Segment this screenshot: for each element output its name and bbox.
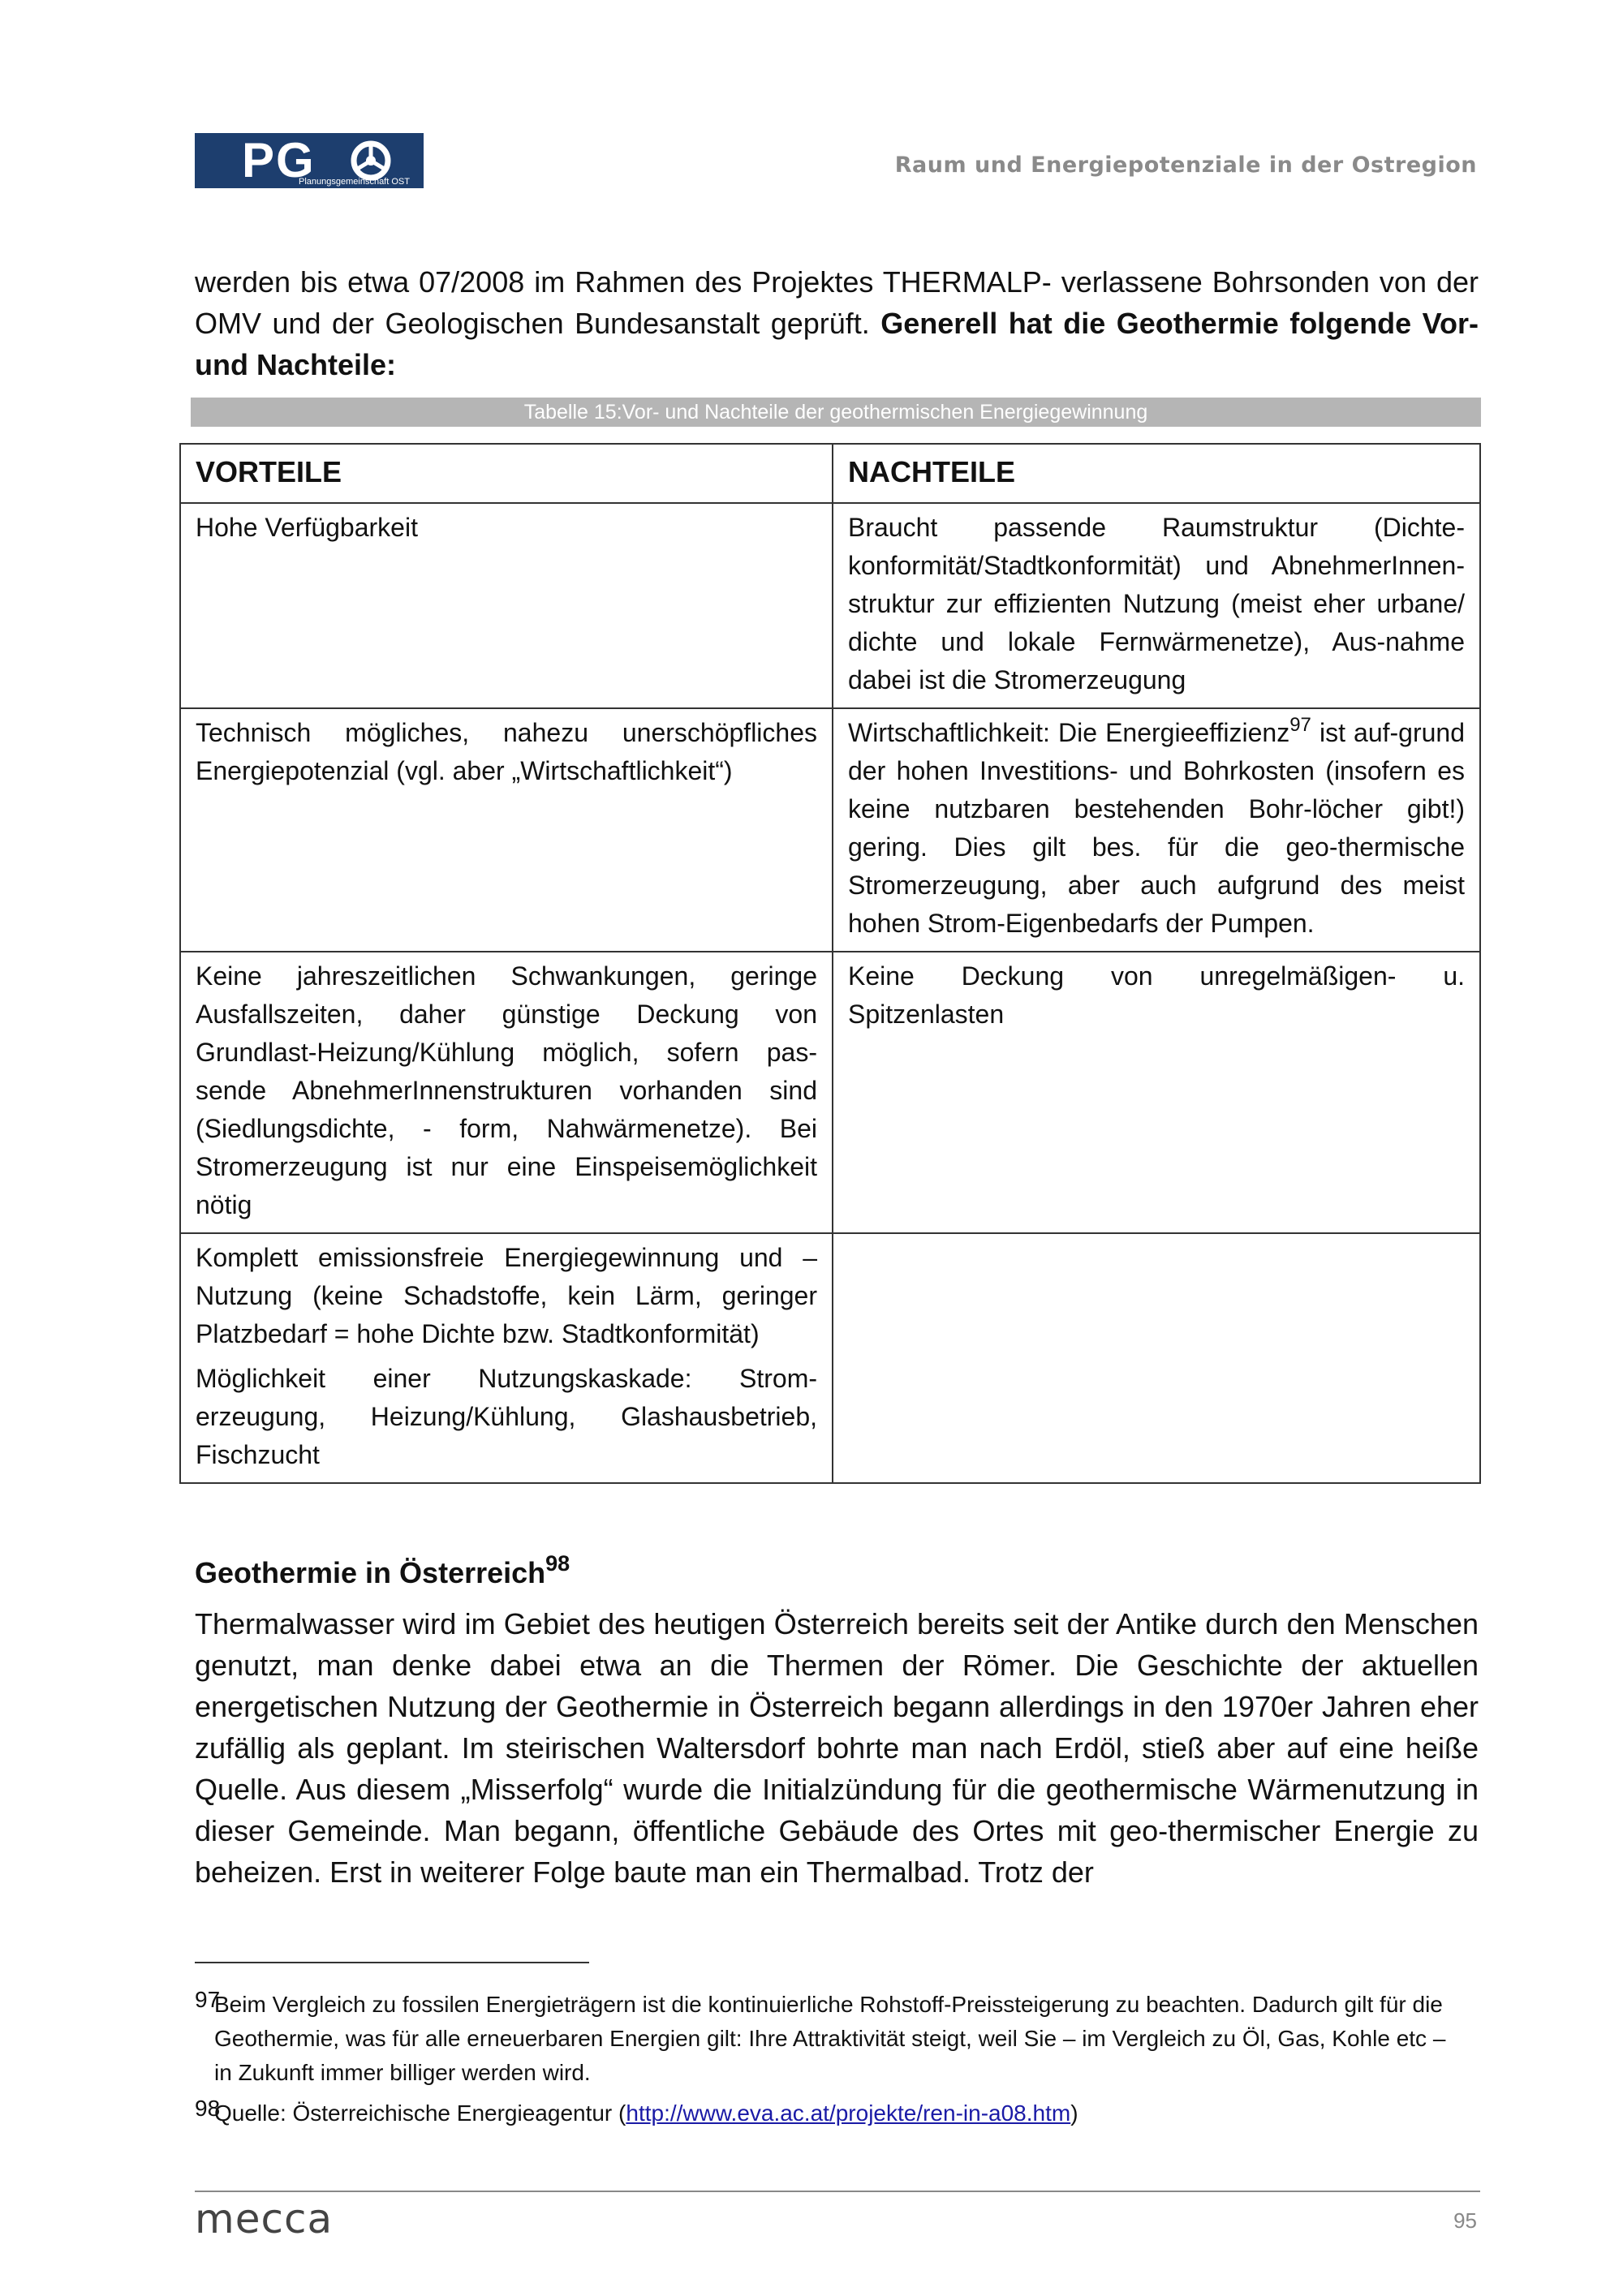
cell-nachteil [833,708,1480,952]
header-vorteile: VORTEILE [180,444,833,503]
pgo-logo [195,133,424,188]
footnote-divider [195,1962,589,1963]
intro-text: werden bis etwa 07/2008 im Rahmen des Projektes THERMALP- verlassene Bohrsonden von der OMV und der Geologischen Bundesanstalt geprüft. [195,265,1479,340]
logo-subtitle: Planungsgemeinschaft OST [299,177,410,187]
footnote-ref: 98 [545,1551,570,1576]
page-header-title: Raum und Energiepotenziale in der Ostregion [894,153,1477,178]
cell-vorteil: Hohe Verfügbarkeit [180,503,833,708]
header-nachteile: NACHTEILE [833,444,1480,503]
intro-paragraph [195,261,1479,385]
page-number: 95 [1453,2208,1477,2233]
table-header-row [180,444,1480,503]
footnote-number: 98 [195,2096,221,2121]
table-row [180,952,1480,1233]
footnote-suffix: ) [1070,2100,1078,2126]
heading-text: Geothermie in Österreich [195,1556,546,1589]
cell-nachteil: Braucht passende Raumstruktur (Dichte-konformität/Stadtkonformität) und AbnehmerInnen-struktur zur effizienten Nutzung (meist eher urbane/ dichte und lokale Fernwärmenetze), Aus-nahme dabei ist die Stromerzeugung [833,503,1480,708]
table-row [180,1233,1480,1483]
cell-paragraph: Möglichkeit einer Nutzungskaskade: Strom-erzeugung, Heizung/Kühlung, Glashausbetrieb, Fischzucht [196,1364,817,1469]
cell-paragraph: Komplett emissionsfreie Energiegewinnung und – Nutzung (keine Schadstoffe, kein Lärm, geringer Platzbedarf = hohe Dichte bzw. Stadtkonformität) [196,1243,817,1348]
section-paragraph: Thermalwasser wird im Gebiet des heutigen Österreich bereits seit der Antike durch den Menschen genutzt, man denke dabei etwa an die Thermen der Römer. Die Geschichte der aktuellen energetischen Nutzung der Geothermie in Österreich begann allerdings in den 1970er Jahren eher zufällig als geplant. Im steirischen Waltersdorf bohrte man nach Erdöl, stieß aber auf eine heiße Quelle. Aus diesem „Misserfolg“ wurde die Initialzündung für die geothermische Wärmenutzung in dieser Gemeinde. Man begann, öffentliche Gebäude des Ortes mit geo-thermischer Energie zu beheizen. Erst in weiterer Folge baute man ein Thermalbad. Trotz der [195,1607,1479,1889]
table-caption: Tabelle 15:Vor- und Nachteile der geothermischen Energiegewinnung [191,398,1481,427]
pros-cons-table [179,443,1481,1484]
footer-divider [195,2191,1480,2192]
cell-vorteil: Keine jahreszeitlichen Schwankungen, geringe Ausfallszeiten, daher günstige Deckung von Grundlast-Heizung/Kühlung möglich, sofern pas-sende AbnehmerInnenstrukturen vorhanden sind (Siedlungsdichte, - form, Nahwärmenetze). Bei Stromerzeugung ist nur eine Einspeisemöglichkeit nötig [180,952,833,1233]
footnote-number: 97 [195,1987,221,2012]
footnote-prefix: Quelle: Österreichische Energieagentur ( [214,2100,626,2126]
cell-nachteil [833,1233,1480,1483]
cell-text: Wirtschaftlichkeit: Die Energieeffizienz [848,718,1290,747]
mecca-logo: mecca [195,2195,334,2242]
section-heading [195,1551,570,1590]
steering-wheel-icon [351,140,391,181]
table-row [180,503,1480,708]
logo-text: PG [242,133,316,187]
footnote-text [195,2096,1461,2130]
footnote-ref: 97 [1289,713,1311,736]
footnote-97 [195,1988,1461,2090]
cell-vorteil: Technisch mögliches, nahezu unerschöpfliches Energiepotenzial (vgl. aber „Wirtschaftlichkeit“) [180,708,833,952]
table-row [180,708,1480,952]
cell-text: ist auf-grund der hohen Investitions- und Bohrkosten (insofern es keine nutzbaren bestehenden Bohr-löcher gibt!) gering. Dies gilt bes. für die geo-thermische Stromerzeugung, aber auch aufgrund des meist hohen Strom-Eigenbedarfs der Pumpen. [848,718,1465,938]
footnote-link[interactable]: http://www.eva.ac.at/projekte/ren-in-a08.htm [626,2100,1071,2126]
footnote-98 [195,2096,1461,2130]
cell-vorteil [180,1233,833,1483]
intro-bold-text: Generell hat die Geothermie folgende Vor- und Nachteile: [195,307,1479,381]
footnote-text: Beim Vergleich zu fossilen Energieträgern ist die kontinuierliche Rohstoff-Preissteigerung zu beachten. Dadurch gilt für die Geothermie, was für alle erneuerbaren Energien gilt: Ihre Attraktivität steigt, weil Sie – im Vergleich zu Öl, Gas, Kohle etc – in Zukunft immer billiger werden wird. [214,1992,1446,2085]
cell-nachteil: Keine Deckung von unregelmäßigen- u. Spitzenlasten [833,952,1480,1233]
